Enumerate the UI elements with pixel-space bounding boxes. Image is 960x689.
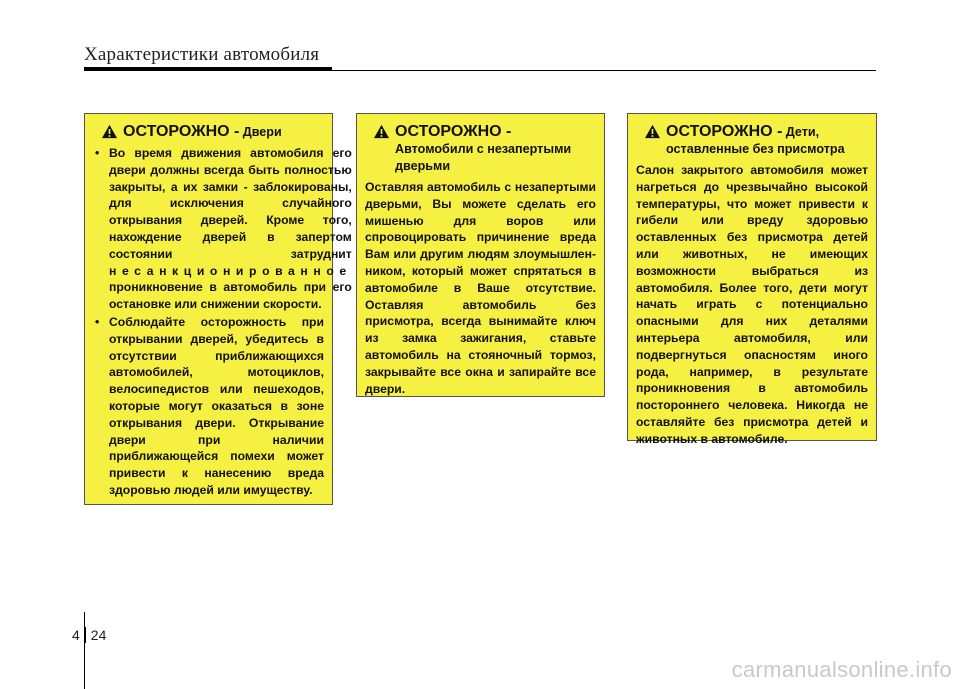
bullet-text-part: несанкционированное	[109, 263, 352, 278]
chapter-number: 4	[72, 627, 80, 643]
warning-triangle-icon	[373, 124, 390, 139]
page-margin-rule	[84, 612, 85, 689]
caution-subtitle: дверьми	[395, 159, 451, 173]
warning-triangle-icon	[644, 124, 661, 139]
bullet-text-part: Во время движения автомобиля его двери должны всегда быть полностью закрыты, а их замки - заблокированы, для исключения случайного открывания дверей. Кроме того, нахождение дверей в запертом состоянии затруднит	[109, 146, 352, 261]
header-rule	[84, 70, 876, 71]
page-number-separator	[85, 627, 86, 643]
caution-box-children	[627, 113, 877, 446]
caution-heading	[101, 122, 324, 141]
bullet-text: Соблюдайте осторожность при открывании дверей, убедитесь в отсутствии приближающихся автомобилей, мотоциклов, велосипедистов или пешеходов, которые могут оказаться в зоне открывания двери. Открывание двери при наличии приближающейся помехи может привести к нанесению вреда здоровью людей или имуществу.	[109, 314, 324, 497]
bullet-text	[109, 145, 352, 313]
caution-body: Салон закрытого автомобиля может нагреться до чрезвычайно высокой температуры, что может привести к гибели или вреду здоровью оставленных без присмотра детей или животных, не имеющих возможности выбраться из автомобиля. Более того, дети могут начать играть с потенциально опасными для них деталями интерьера автомобиля, или подвергнуться опасностям иного рода, например, в результате проникновения в автомобиль постороннего человека. Никогда не оставляйте без присмотра детей и животных в автомобиле.	[636, 163, 868, 446]
caution-heading	[373, 122, 596, 175]
caution-body: Оставляя автомобиль с незапертыми дверьми, Вы можете сделать его мишенью для воров или спровоцировать причинение вреда Вам или другим людям злоумышлен-ником, который может спрятаться в автомобиле в Ваше отсутствие. Оставляя автомобиль без присмотра, всегда вынимайте ключ из замка зажигания, ставьте автомобиль на стояночный тормоз, закрывайте все окна и запирайте все двери.	[365, 180, 596, 396]
caution-subtitle: Дети,	[785, 125, 820, 139]
caution-body	[93, 145, 352, 499]
list-item	[93, 314, 324, 499]
watermark: carmanualsonline.info	[731, 657, 952, 682]
bullet-dot: •	[95, 314, 100, 329]
bullet-text-part: проникновение в автомобиль при его остановке или снижении скорости.	[109, 280, 352, 312]
caution-title: ОСТОРОЖНО -	[666, 123, 783, 140]
caution-title: ОСТОРОЖНО -	[123, 123, 240, 140]
warning-triangle-icon	[101, 124, 118, 139]
caution-subtitle: оставленные без присмотра	[666, 142, 845, 156]
page-number	[72, 627, 106, 643]
page-header-title: Характеристики автомобиля	[84, 44, 320, 65]
caution-subtitle: Автомобили с незапертыми	[395, 142, 572, 156]
caution-box-doors	[84, 113, 352, 505]
list-item	[93, 145, 352, 313]
caution-heading	[644, 122, 868, 158]
caution-title: ОСТОРОЖНО -	[395, 123, 512, 140]
bullet-dot: •	[95, 146, 100, 160]
caution-box-unlocked-doors	[356, 113, 605, 397]
page-number-value: 24	[90, 627, 107, 643]
caution-subtitle: Двери	[242, 125, 282, 139]
